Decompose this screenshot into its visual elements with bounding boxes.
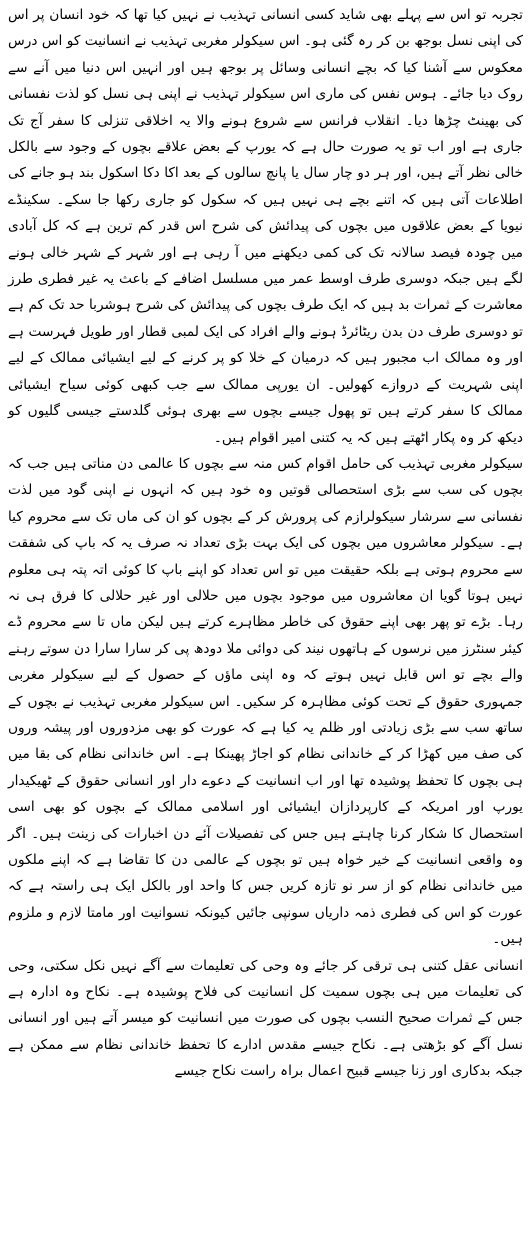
article-paragraph-1: تجربہ تو اس سے پہلے بھی شاید کسی انسانی تہذیب نے نہیں کیا تھا کہ خود انسان پر اس کی اپنی نسل بوجھ بن کر رہ گئی ہو۔ اس سیکولر مغربی تہذیب نے انسانیت کو اس درس معکوس سے آشنا کیا کہ بچے انسانی وسائل پر بوجھ ہیں اور انہیں اس دنیا میں آنے سے روک دیا جائے۔ ہوس نفس کی ماری اس سیکولر تہذیب نے اپنی ہی نسل کو لذت نفسانی کی بھینٹ چڑھا دیا۔ انقلاب فرانس سے شروع ہونے والا یہ اخلاقی تنزلی کا سفر آج تک جاری ہے اور اب تو یہ صورت حال ہے کہ یورپ کے بعض علاقے بچوں کے وجود سے بالکل خالی نظر آتے ہیں، اور ہر دو چار سال یا پانچ سالوں کے بعد اکا دکا اسکول بند ہو جانے کی اطلاعات آتی ہیں کہ اتنے بچے ہی نہیں ہیں کہ سکول کو جاری رکھا جا سکے۔ سکینڈے نیویا کے بعض علاقوں میں بچوں کی پیدائش کی شرح اس قدر کم ترین ہے کہ کل آبادی میں چودہ فیصد سالانہ تک کی کمی دیکھنے میں آ رہی ہے اور شہر کے شہر خالی ہونے لگے ہیں جبکہ دوسری طرف اوسط عمر میں مسلسل اضافے کے باعث یہ غیر فطری طرز معاشرت کے ثمرات بد ہیں کہ ایک طرف بچوں کی پیدائش کی شرح ہوشربا حد تک کم ہے تو دوسری طرف دن بدن ریٹائرڈ ہونے والے افراد کی ایک لمبی قطار اور طویل فہرست ہے اور وہ ممالک اب مجبور ہیں کہ درمیان کے خلا کو پر کرنے کے لیے ایشیائی ممالک کے لیے اپنی شہریت کے دروازے کھولیں۔ ان یورپی ممالک سے جب کبھی کوئی سیاح ایشیائی ممالک کا سفر کرتے ہیں تو پھول جیسے بچوں سے بھری ہوئی گلدستے جیسی گلیوں کو دیکھ کر وہ پکار اٹھتے ہیں کہ یہ کتنی امیر اقوام ہیں۔: [8, 7, 523, 446]
article-page: [8, 2, 523, 1256]
article-paragraph-2: سیکولر مغربی تہذیب کی حامل اقوام کس منہ سے بچوں کا عالمی دن مناتی ہیں جب کہ بچوں کی سب سے بڑی استحصالی قوتیں وہ خود ہیں کہ انہوں نے اپنی گود میں لذت نفسانی سے سرشار سیکولرازم کی پرورش کر کے بچوں کو ان کی ماں تک سے محروم کیا ہے۔ سیکولر معاشروں میں بچوں کی ایک بہت بڑی تعداد نہ صرف یہ کہ باپ کی شفقت سے محروم ہوتی ہے بلکہ حقیقت میں تو اس تعداد کو اپنے باپ کا کوئی اتہ پتہ ہی معلوم نہیں ہوتا گویا ان معاشروں میں موجود بچوں میں حلالی اور غیر حلالی کا فرق ہی نہ رہا۔ بڑے تو پھر بھی اپنے حقوق کی خاطر مظاہرے کرتے ہیں لیکن ماں تا سے محروم ڈے کیئر سنٹرز میں نرسوں کے ہاتھوں نیند کی دوائی ملا دودھ پی کر سارا سارا دن سوتے رہنے والے بچے تو اس قابل نہیں ہوتے کہ وہ اپنی ماؤں کے حصول کے لیے سیکولر مغربی جمہوری حقوق کے تحت کوئی مظاہرہ کر سکیں۔ اس سیکولر مغربی تہذیب نے بچوں کے ساتھ سب سے بڑی زیادتی اور ظلم یہ کیا ہے کہ عورت کو بھی مزدوروں اور پیشہ وروں کی صف میں کھڑا کر کے خاندانی نظام کو اجاڑ پھینکا ہے۔ اس خاندانی نظام کی بقا میں ہی بچوں کا تحفظ پوشیدہ تھا اور اب انسانیت کے دعوے دار اور انسانی حقوق کے ٹھیکیدار یورپ اور امریکہ کے کارپردازان ایشیائی اور اسلامی ممالک کے بچوں کو بھی اسی استحصال کا شکار کرنا چاہتے ہیں جس کی تفصیلات آئے دن اخبارات کی زینت ہیں۔ اگر وہ واقعی انسانیت کے خیر خواہ ہیں تو بچوں کے عالمی دن کا تقاضا ہے کہ اپنے ملکوں میں خاندانی نظام کو از سر نو تازہ کریں جس کا واحد اور بالکل ایک ہی راستہ ہے کہ عورت کو اس کی فطری ذمہ داریاں سونپی جائیں کیونکہ نسوانیت اور مامتا لازم و ملزوم ہیں۔: [8, 455, 523, 948]
article-paragraph-3: انسانی عقل کتنی ہی ترقی کر جائے وہ وحی کی تعلیمات سے آگے نہیں نکل سکتی، وحی کی تعلیمات میں ہی بچوں سمیت کل انسانیت کی فلاح پوشیدہ ہے۔ نکاح وہ ادارہ ہے جس کے ثمرات صحیح النسب بچوں کی صورت میں انسانیت کو میسر آتے ہیں اور انسانی نسل آگے کو بڑھتی ہے۔ نکاح جیسے مقدس ادارے کا تحفظ خاندانی نظام سے ممکن ہے جبکہ بدکاری اور زنا جیسے قبیح اعمال براہ راست نکاح جیسے: [8, 957, 523, 1080]
